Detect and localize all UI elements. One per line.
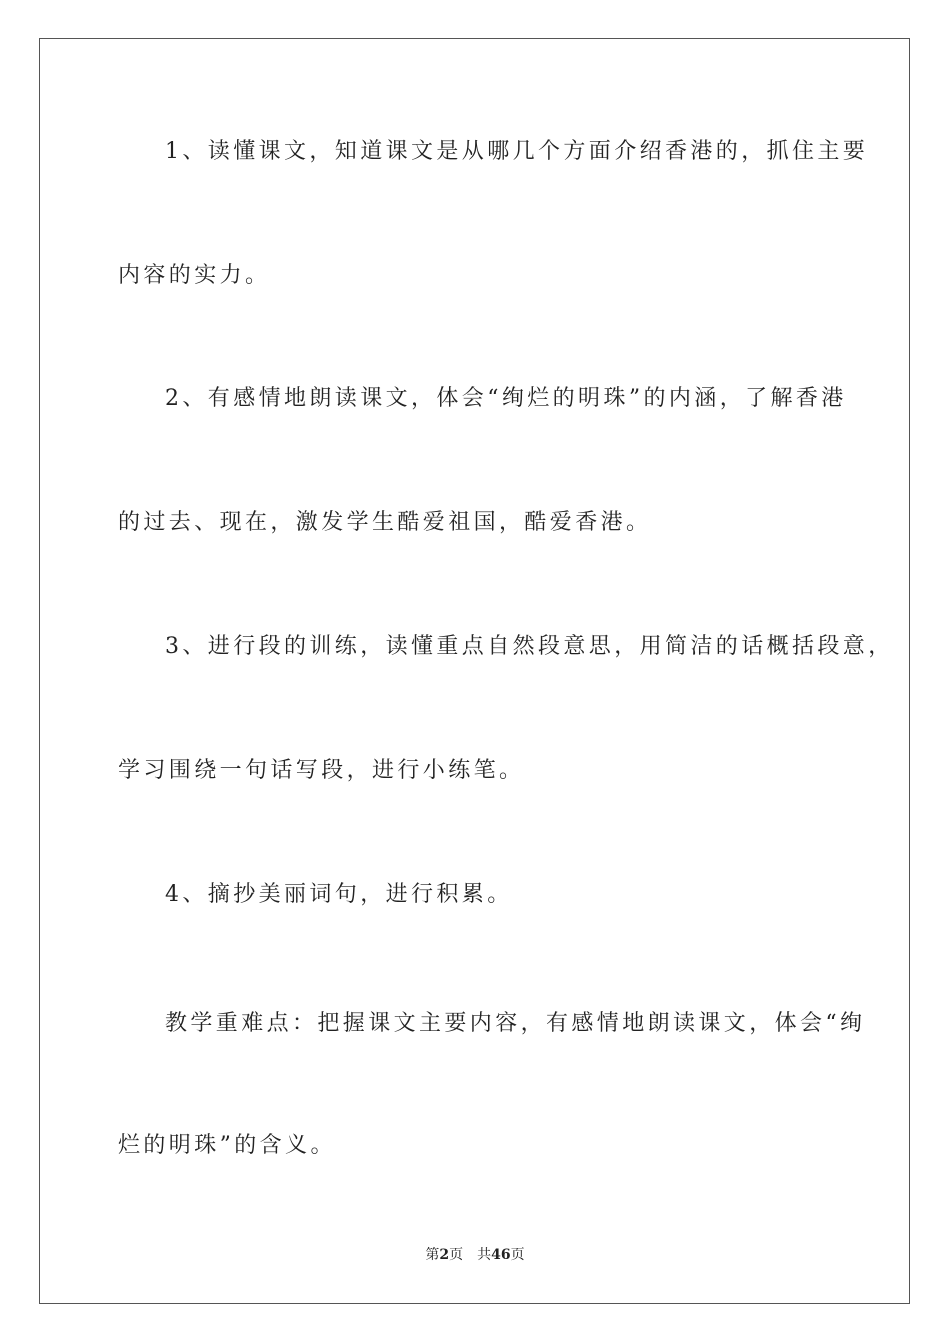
paragraph-1-line-2: 内容的实力。	[118, 263, 271, 288]
page-border	[39, 38, 910, 1304]
footer-total-suffix: 页	[510, 1247, 525, 1263]
paragraph-1-line-1: 1、读懂课文，知道课文是从哪几个方面介绍香港的，抓住主要	[165, 139, 869, 164]
paragraph-5-line-1: 教学重难点：把握课文主要内容，有感情地朗读课文，体会“绚	[165, 1011, 866, 1036]
footer-page-suffix: 页	[449, 1247, 464, 1263]
paragraph-2-line-2: 的过去、现在，激发学生酷爱祖国，酷爱香港。	[118, 510, 652, 535]
page-footer	[0, 1245, 950, 1265]
paragraph-5-line-2: 烂的明珠”的含义。	[118, 1133, 336, 1158]
paragraph-3-line-1: 3、进行段的训练，读懂重点自然段意思，用简洁的话概括段意，	[165, 634, 894, 659]
footer-page-number: 2	[439, 1247, 450, 1263]
footer-total-prefix: 共	[477, 1247, 492, 1263]
paragraph-4-line-1: 4、摘抄美丽词句，进行积累。	[165, 882, 513, 907]
paragraph-2-line-1: 2、有感情地朗读课文，体会“绚烂的明珠”的内涵，了解香港	[165, 386, 847, 411]
paragraph-3-line-2: 学习围绕一句话写段，进行小练笔。	[118, 758, 525, 783]
footer-page-prefix: 第	[425, 1247, 440, 1263]
footer-total-pages: 46	[491, 1247, 511, 1263]
